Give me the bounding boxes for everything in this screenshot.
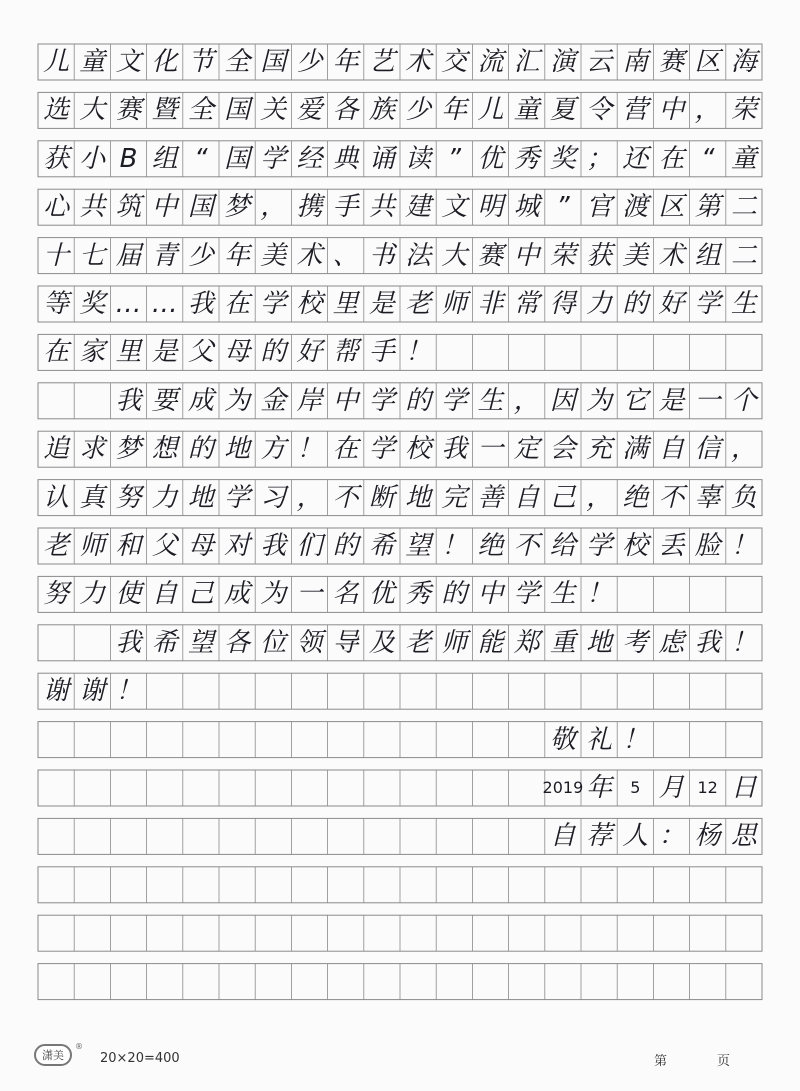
grid-cell-char: 共 [368,192,395,223]
grid-cell-char: 渡 [622,192,649,223]
grid-cell-char: ！ [441,531,468,561]
grid-cell-char: ； [586,143,613,174]
grid-cell-char: 名 [332,579,359,610]
grid-cell-char: 赛 [477,240,504,271]
grid-cell-char: 海 [730,47,757,77]
grid-cell-char: 追 [43,434,70,465]
grid-cell-char: 荣 [730,95,757,126]
grid-cell-char: ！ [405,337,432,368]
grid-row [38,867,762,903]
grid-cell-char: 关 [260,95,287,126]
grid-cell-char: 一 [477,434,504,465]
grid-cell-char: 典 [332,143,359,174]
grid-cell-char: 全 [187,95,214,126]
grid-cell-char: 敬 [549,724,576,755]
grid-cell-char: 2019 [542,778,584,797]
grid-cell-char: 读 [405,143,432,174]
grid-cell-char: 区 [658,192,685,223]
grid-cell-char: 日 [730,773,757,803]
grid-cell-char: 夏 [549,95,576,126]
grid-cell-char: 美 [260,240,287,271]
grid-cell-char: 5 [630,778,641,797]
grid-cell-char: 绝 [622,482,649,513]
grid-cell-char: 自 [513,482,540,513]
grid-cell-char: 力 [586,289,613,319]
grid-cell-char: 父 [151,531,178,561]
grid-cell-char: 的 [187,434,214,465]
grid-cell-char: 流 [477,47,504,77]
grid-cell-char: 在 [332,434,359,465]
grid-cell-char: 届 [115,240,142,271]
grid-cell-char: 成 [187,385,214,416]
grid-cell-char: 丢 [658,531,685,561]
grid-cell-char: 学 [441,385,468,416]
grid-cell-char: 共 [79,192,106,223]
grid-cell-char: 中 [658,95,685,126]
grid-cell-char: 和 [115,531,142,561]
grid-cell-char: 人 [622,821,649,852]
grid-cell-char: 赛 [115,95,142,126]
grid-cell-char: 荣 [549,240,576,271]
grid-cell-char: 生 [549,579,576,610]
grid-cell-char: 国 [224,95,251,126]
grid-cell-char: 官 [586,192,613,223]
grid-cell-char: 师 [441,289,468,319]
grid-cell-char: 筑 [115,192,142,223]
grid-cell-char: 自 [549,821,576,852]
grid-cell-char: 断 [368,482,395,513]
grid-cell-char: 小 [79,143,106,174]
grid-cell-char: 组 [151,143,178,174]
grid-cell-char: 己 [187,579,214,610]
grid-cell-char: 认 [43,482,70,513]
grid-cell-char: 岸 [296,385,323,416]
grid-cell-char: ， [260,192,287,223]
grid-cell-char: 重 [549,627,576,658]
grid-cell-char: 荐 [586,821,613,852]
grid-cell-char: 我 [694,627,721,658]
grid-cell-char: 奖 [549,143,576,174]
grid-cell-char: 12 [697,778,718,797]
grid-cell-char: 老 [43,531,70,561]
grid-cell-char: 完 [441,482,468,513]
grid-cell-char: 因 [549,385,576,416]
grid-cell-char: 大 [441,240,468,271]
grid-cell-char: 儿 [477,95,504,126]
grid-cell-char: 书 [368,240,395,271]
page-prefix: 第 [654,1054,668,1069]
grid-cell-char: 秀 [405,579,432,610]
grid-cell-char: 学 [260,289,287,319]
grid-cell-char: 建 [405,192,432,223]
grid-cell-char: 望 [405,531,432,561]
grid-cell-char: 的 [405,385,432,416]
grid-cell-char: 心 [43,192,70,223]
grid-cell-char: 师 [441,627,468,658]
grid-cell-char: 常 [513,289,540,319]
grid-cell-char: 考 [622,627,649,658]
grid-cell-char: ， [730,434,757,465]
grid-row [38,964,762,1000]
grid-cell-char: 思 [730,821,757,852]
grid-cell-char: 好 [658,289,685,319]
grid-cell-char: 不 [332,482,359,513]
grid-cell-char: 汇 [513,47,540,77]
grid-cell-char: 得 [549,289,576,319]
grid-cell-char: 希 [151,627,178,658]
grid-cell-char: 辜 [694,482,721,513]
grid-cell-char: 节 [187,47,214,77]
grid-cell-char: 对 [224,531,251,561]
grid-cell-char: 演 [549,47,576,77]
grid-cell-char: 优 [368,579,395,610]
grid-cell-char: 奖 [79,289,106,319]
grid-cell-char: 、 [332,240,359,271]
grid-cell-char: 地 [405,482,432,513]
grid-cell-char: 中 [477,579,504,610]
grid-cell-char: 努 [115,482,142,513]
grid-cell-char: 位 [260,627,287,658]
grid-cell-char: 少 [405,95,432,126]
grid-cell-char: 定 [513,434,540,465]
grid-cell-char: 努 [43,579,70,610]
grid-cell-char: 艺 [368,47,395,77]
grid-cell-char: 营 [622,95,649,126]
grid-cell-char: 文 [441,192,468,223]
grid-cell-char: 年 [441,95,468,126]
grid-cell-char: ！ [296,434,323,465]
grid-cell-char: 自 [658,434,685,465]
grid-cell-char: 学 [368,385,395,416]
grid-cell-char: 地 [586,627,613,658]
grid-cell-char: 明 [477,192,504,223]
grid-cell-char: 选 [43,95,70,126]
grid-cell-char: 帮 [332,337,359,368]
grid-cell-char: 中 [332,385,359,416]
grid-cell-char: ！ [622,724,649,755]
grid-cell-char: 己 [549,482,576,513]
grid-cell-char: 大 [79,95,106,126]
grid-cell-char: 童 [730,143,757,174]
grid-cell-char: 在 [43,337,70,368]
grid-cell-char: 获 [586,240,613,271]
grid-cell-char: 学 [224,482,251,513]
grid-cell-char: 里 [332,289,359,319]
grid-cell-char: 中 [151,192,178,223]
grid-cell-char: 令 [586,95,613,126]
grid-cell-char: 会 [549,434,576,465]
grid-cell-char: 师 [79,531,106,561]
grid-cell-char: 为 [260,579,287,610]
grid-cell-char: 城 [513,192,540,223]
grid-cell-char: 少 [296,47,323,77]
grid-cell-char: 非 [477,289,504,319]
grid-cell-char: 校 [405,434,432,465]
grid-cell-char: 术 [296,240,323,271]
grid-cell-char: 真 [79,482,106,513]
grid-cell-char: 国 [260,47,287,77]
grid-cell-char: 能 [477,627,504,658]
grid-cell-char: ！ [115,676,142,707]
grid-cell-char: … [115,289,142,319]
grid-row [38,915,762,951]
grid-cell-char: 要 [151,385,178,416]
grid-cell-char: 学 [513,579,540,610]
grid-cell-char: 负 [730,482,757,513]
grid-cell-char: 七 [79,240,106,271]
grid-cell-char: … [151,289,178,319]
grid-cell-char: 中 [513,240,540,271]
grid-cell-char: 是 [151,337,178,368]
brand-logo [34,1044,72,1066]
grid-cell-char: 族 [368,95,395,126]
grid-cell-char: 生 [730,289,757,319]
grid-cell-char: 的 [260,337,287,368]
grid-cell-char: ， [296,482,323,513]
grid-cell-char: 好 [296,337,323,368]
grid-cell-char: 自 [151,579,178,610]
grid-cell-char: 充 [586,434,613,465]
grid-cell-char: 礼 [586,724,613,755]
grid-cell-char: 地 [224,434,251,465]
grid-cell-char: ， [513,385,540,416]
grid-cell-char: 诵 [368,143,395,174]
grid-cell-char: 的 [622,289,649,319]
grid-cell-char: 是 [368,289,395,319]
grid-cell-char: 成 [224,579,251,610]
grid-cell-char: 不 [513,531,540,561]
page-suffix: 页 [717,1054,731,1069]
grid-cell-char: 等 [43,289,70,319]
grid-cell-char: 善 [477,482,504,513]
grid-cell-char: 优 [477,143,504,174]
grid-cell-char: B [119,143,138,174]
grid-cell-char: 学 [260,143,287,174]
grid-cell-char: 获 [43,143,70,174]
grid-cell-char: 母 [224,337,251,368]
grid-cell-char: 老 [405,627,432,658]
grid-cell-char: 手 [332,192,359,223]
grid-cell-char: 力 [79,579,106,610]
grid-cell-char: ！ [730,531,757,561]
grid-cell-char: 满 [622,434,649,465]
grid-cell-char: 术 [405,47,432,77]
grid-cell-char: 还 [622,143,649,174]
grid-cell-char: 方 [260,434,287,465]
grid-cell-char: 领 [296,627,323,658]
grid-cell-char: ！ [586,579,613,610]
grid-row [38,722,762,758]
grid-cell-char: 区 [694,47,721,77]
grid-cell-char: 力 [151,482,178,513]
grid-count-label: 20×20=400 [100,1051,180,1066]
grid-cell-char: 望 [187,627,214,658]
grid-cell-char: 杨 [694,821,721,852]
grid-cell-char: 国 [224,143,251,174]
grid-cell-char: 一 [694,385,721,416]
grid-cell-char: 地 [187,482,214,513]
grid-cell-char: 美 [622,240,649,271]
grid-cell-char: “ [194,143,208,174]
grid-cell-char: 童 [79,47,106,77]
grid-cell-char: 交 [441,47,468,77]
grid-cell-char: 们 [296,531,323,561]
grid-cell-char: 南 [622,47,649,77]
page-number-label [654,1050,730,1069]
grid-cell-char: 梦 [224,192,251,223]
grid-cell-char: 给 [549,531,576,561]
grid-cell-char: 想 [151,434,178,465]
grid-cell-char: 习 [260,482,287,513]
grid-cell-char: 年 [586,773,613,803]
brand-name: 潇美 [42,1049,64,1062]
grid-cell-char: 学 [694,289,721,319]
grid-cell-char: 为 [586,385,613,416]
grid-cell-char: ” [447,143,462,174]
grid-cell-char: 导 [332,627,359,658]
grid-cell-char: 求 [79,434,106,465]
grid-cell-char: 少 [187,240,214,271]
registered-mark: ® [75,1042,83,1051]
grid-cell-char: 秀 [513,143,540,174]
grid-cell-char: 里 [115,337,142,368]
grid-cell-char: 及 [368,627,395,658]
grid-cell-char: 十 [43,240,70,271]
grid-cell-char: 各 [224,627,251,658]
grid-cell-char: 学 [368,434,395,465]
grid-cell-char: ！ [730,627,757,658]
grid-cell-char: 我 [115,385,142,416]
grid-cell-char: 爱 [296,95,323,126]
grid-cell-char: 二 [730,192,757,223]
grid-cell-char: ” [556,192,570,223]
grid-cell-char: 家 [79,337,106,368]
grid-cell-char: 校 [622,531,649,561]
grid-cell-char: 童 [513,95,540,126]
grid-cell-char: 第 [694,192,721,223]
grid-cell-char: 国 [187,192,214,223]
grid-cell-char: 脸 [694,531,721,561]
grid-cell-char: 术 [658,240,685,271]
grid-cell-char: 父 [187,337,214,368]
grid-cell-char: 化 [151,47,178,77]
grid-cell-char: 各 [332,95,359,126]
grid-cell-char: 月 [658,773,685,803]
grid-cell-char: 的 [441,579,468,610]
grid-cell-char: “ [700,143,715,174]
grid-cell-char: 为 [224,385,251,416]
grid-cell-char: ， [694,95,721,126]
grid-cell-char: 信 [694,434,721,465]
grid-cell-char: 在 [658,143,685,174]
grid-cell-char: 年 [224,240,251,271]
grid-cell-char: 校 [296,289,323,319]
grid-cell-char: 经 [296,143,323,174]
grid-cell-char: 是 [658,385,685,416]
grid-cell-char: ， [586,482,613,513]
grid-cell-char: 谢 [43,676,70,707]
grid-cell-char: 梦 [115,434,142,465]
grid-cell-char: 法 [405,240,432,271]
grid-cell-char: 年 [332,47,359,77]
grid-cell-char: 赛 [658,47,685,77]
grid-cell-char: 希 [368,531,395,561]
grid-cell-char: 携 [296,192,323,223]
grid-cell-char: 暨 [151,95,178,126]
grid-cell-char: 学 [586,531,613,561]
grid-cell-char: 郑 [513,627,540,658]
grid-cell-char: 金 [260,385,287,416]
grid-cell-char: 生 [477,385,504,416]
grid-cell-char: 组 [694,240,721,271]
grid-cell-char: ： [658,821,685,852]
grid-cell-char: 的 [332,531,359,561]
grid-cell-char: 全 [224,47,251,77]
grid-cell-char: 使 [115,579,142,610]
grid-cell-char: 云 [586,47,613,77]
grid-cell-char: 个 [730,385,757,416]
grid-cell-char: 虑 [658,627,685,658]
grid-cell-char: 我 [115,627,142,658]
grid-row [38,673,762,709]
grid-cell-char: 绝 [477,531,504,561]
grid-cell-char: 手 [368,337,395,368]
grid-cell-char: 在 [224,289,251,319]
grid-cell-char: 它 [622,385,649,416]
grid-cell-char: 我 [441,434,468,465]
grid-cell-char: 一 [296,579,323,610]
grid-cell-char: 二 [730,240,757,271]
grid-cell-char: 我 [187,289,214,319]
grid-cell-char: 文 [115,47,142,77]
grid-cell-char: 青 [151,240,178,271]
grid-cell-char: 母 [187,531,214,561]
grid-cell-char: 谢 [79,676,106,707]
grid-cell-char: 儿 [43,47,70,77]
grid-cell-char: 老 [405,289,432,319]
grid-cell-char: 我 [260,531,287,561]
grid-cell-char: 不 [658,482,685,513]
